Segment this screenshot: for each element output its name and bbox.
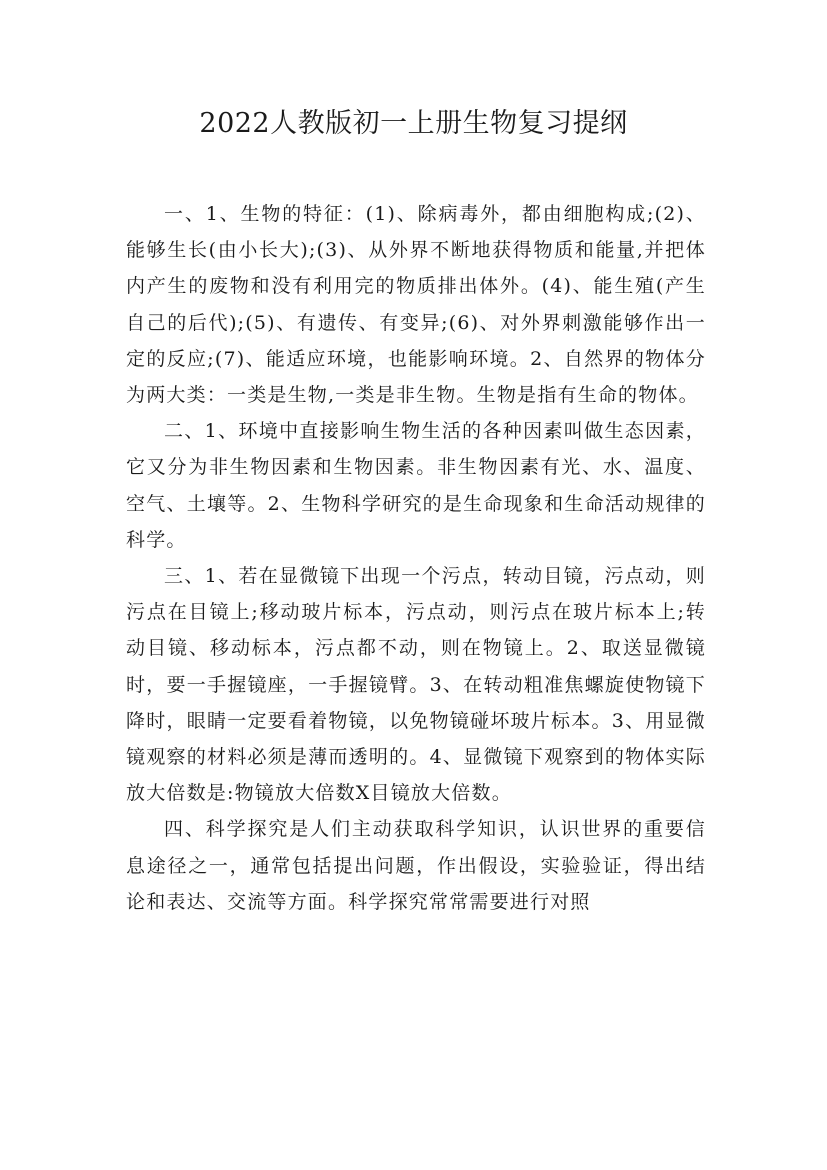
paragraph-section-4: 四、科学探究是人们主动获取科学知识，认识世界的重要信息途径之一，通常包括提出问题，作出假设，实验验证，得出结论和表达、交流等方面。科学探究常常需要进行对照: [126, 818, 706, 913]
document-title: 2022人教版初一上册生物复习提纲: [199, 108, 628, 139]
paragraph-section-2: 二、1、环境中直接影响生物生活的各种因素叫做生态因素，它又分为非生物因素和生物因素。非生物因素有光、水、温度、空气、土壤等。2、生物科学研究的是生命现象和生命活动规律的科学。: [126, 420, 706, 551]
paragraph-section-1: 一、1、生物的特征：(1)、除病毒外，都由细胞构成;(2)、能够生长(由小长大);(3)、从外界不断地获得物质和能量,并把体内产生的废物和没有利用完的物质排出体外。(4)、能生殖(产生自己的后代);(5)、有遗传、有变异;(6)、对外界刺激能够作出一定的反应;(7)、能适应环境，也能影响环境。2、自然界的物体分为两大类：一类是生物,一类是非生物。生物是指有生命的物体。: [126, 203, 706, 407]
document-body: [126, 196, 706, 920]
paragraph-section-3: 三、1、若在显微镜下出现一个污点，转动目镜，污点动，则污点在目镜上;移动玻片标本，污点动，则污点在玻片标本上;转动目镜、移动标本，污点都不动，则在物镜上。2、取送显微镜时，要一手握镜座，一手握镜臂。3、在转动粗准焦螺旋使物镜下降时，眼睛一定要看着物镜，以免物镜碰坏玻片标本。3、用显微镜观察的材料必须是薄而透明的。4、显微镜下观察到的物体实际放大倍数是:物镜放大倍数X目镜放大倍数。: [126, 565, 706, 805]
